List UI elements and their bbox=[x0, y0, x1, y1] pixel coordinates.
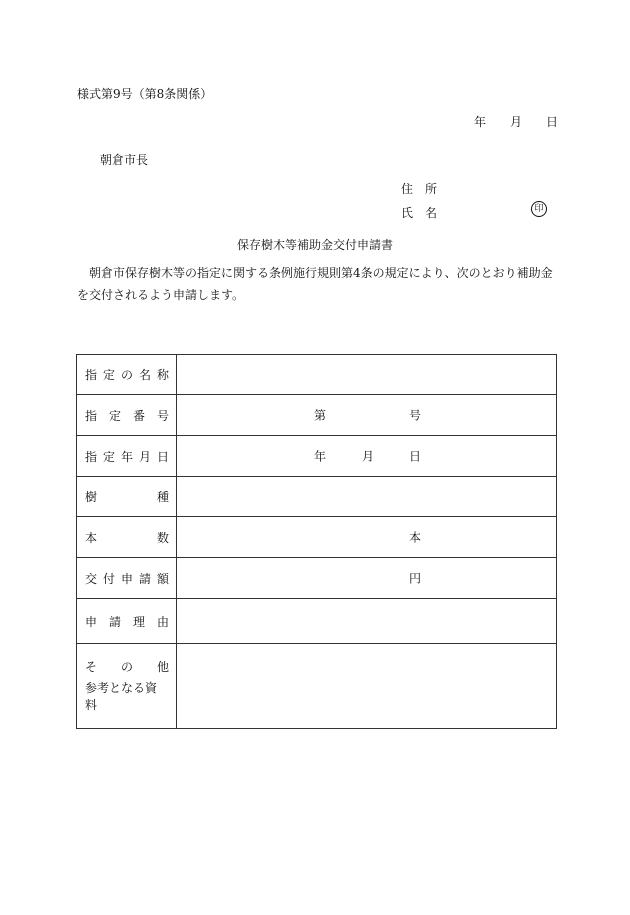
date-year-unit: 年 bbox=[314, 449, 327, 464]
label-char: 申 bbox=[85, 614, 98, 629]
label-char: 名 bbox=[138, 368, 151, 382]
tree-species-field[interactable] bbox=[177, 477, 557, 517]
table-row bbox=[77, 644, 557, 729]
label-char: 請 bbox=[138, 571, 151, 586]
address-label-char: 所 bbox=[425, 182, 438, 196]
label-char: 号 bbox=[156, 408, 169, 423]
label-char: 交 bbox=[85, 571, 98, 586]
addressee: 朝倉市長 bbox=[100, 153, 149, 167]
date-day-unit: 日 bbox=[409, 449, 422, 464]
table-row bbox=[77, 477, 557, 517]
label-char: 称 bbox=[156, 368, 169, 382]
document-title: 保存樹木等補助金交付申請書 bbox=[236, 238, 393, 252]
seal-mark: 印 bbox=[531, 201, 547, 217]
label-char: 数 bbox=[156, 530, 169, 545]
table-row bbox=[77, 517, 557, 558]
label-char: 申 bbox=[120, 571, 133, 586]
quantity-field[interactable] bbox=[177, 517, 557, 558]
date-line bbox=[474, 113, 558, 130]
date-month-unit: 月 bbox=[362, 449, 375, 464]
label-char: 理 bbox=[132, 614, 145, 629]
label-char: 他 bbox=[156, 660, 169, 674]
name-label-char: 名 bbox=[425, 206, 438, 220]
date-day-label: 日 bbox=[546, 115, 559, 129]
currency-unit: 円 bbox=[409, 571, 422, 586]
row-label-requested-amount bbox=[77, 558, 177, 599]
designation-name-field[interactable] bbox=[177, 355, 557, 395]
row-label-designation-date bbox=[77, 436, 177, 477]
form-number: 様式第9号（第8条関係） bbox=[77, 87, 213, 101]
label-char: 定 bbox=[102, 368, 115, 382]
table-row bbox=[77, 558, 557, 599]
requested-amount-field[interactable] bbox=[177, 558, 557, 599]
label-char: 種 bbox=[156, 490, 169, 504]
other-materials-field[interactable] bbox=[177, 644, 557, 729]
label-char: 日 bbox=[156, 449, 169, 464]
label-char: 指 bbox=[85, 368, 98, 382]
table-row bbox=[77, 355, 557, 395]
name-label bbox=[401, 204, 437, 221]
label-char: 額 bbox=[156, 571, 169, 586]
designation-number-field[interactable] bbox=[177, 395, 557, 436]
label-char: 指 bbox=[85, 408, 98, 423]
body-text: 朝倉市保存樹木等の指定に関する条例施行規則第4条の規定により、次のとおり補助金を交付されるよう申請します。 bbox=[77, 266, 553, 302]
quantity-unit: 本 bbox=[409, 530, 422, 545]
row-label-designation-name bbox=[77, 355, 177, 395]
number-suffix: 号 bbox=[409, 408, 422, 423]
reason-field[interactable] bbox=[177, 599, 557, 644]
table-row bbox=[77, 599, 557, 644]
label-char: 本 bbox=[85, 530, 98, 545]
table-row bbox=[77, 436, 557, 477]
other-materials-label-line2: 参考となる資料 bbox=[85, 681, 158, 712]
date-month-label: 月 bbox=[510, 115, 523, 129]
label-char: 定 bbox=[108, 408, 121, 423]
label-char: 月 bbox=[138, 449, 151, 464]
name-label-char: 氏 bbox=[401, 206, 414, 220]
label-char: 付 bbox=[102, 571, 115, 586]
label-char: 定 bbox=[102, 449, 115, 464]
label-char: の bbox=[120, 368, 133, 382]
row-label-reason bbox=[77, 599, 177, 644]
label-char: 請 bbox=[108, 614, 121, 629]
address-label bbox=[401, 180, 437, 197]
label-char: の bbox=[120, 660, 133, 674]
label-char: 由 bbox=[156, 614, 169, 629]
designation-date-field[interactable] bbox=[177, 436, 557, 477]
label-char: 年 bbox=[120, 449, 133, 464]
label-char: 番 bbox=[132, 408, 145, 423]
row-label-designation-number bbox=[77, 395, 177, 436]
table-row bbox=[77, 395, 557, 436]
label-char: 樹 bbox=[85, 490, 98, 504]
date-year-label: 年 bbox=[474, 115, 487, 129]
application-table bbox=[76, 354, 557, 729]
label-char: そ bbox=[85, 660, 98, 674]
row-label-other-materials bbox=[77, 644, 177, 729]
label-char: 指 bbox=[85, 449, 98, 464]
number-prefix: 第 bbox=[314, 408, 327, 423]
row-label-tree-species bbox=[77, 477, 177, 517]
row-label-quantity bbox=[77, 517, 177, 558]
address-label-char: 住 bbox=[401, 182, 414, 196]
